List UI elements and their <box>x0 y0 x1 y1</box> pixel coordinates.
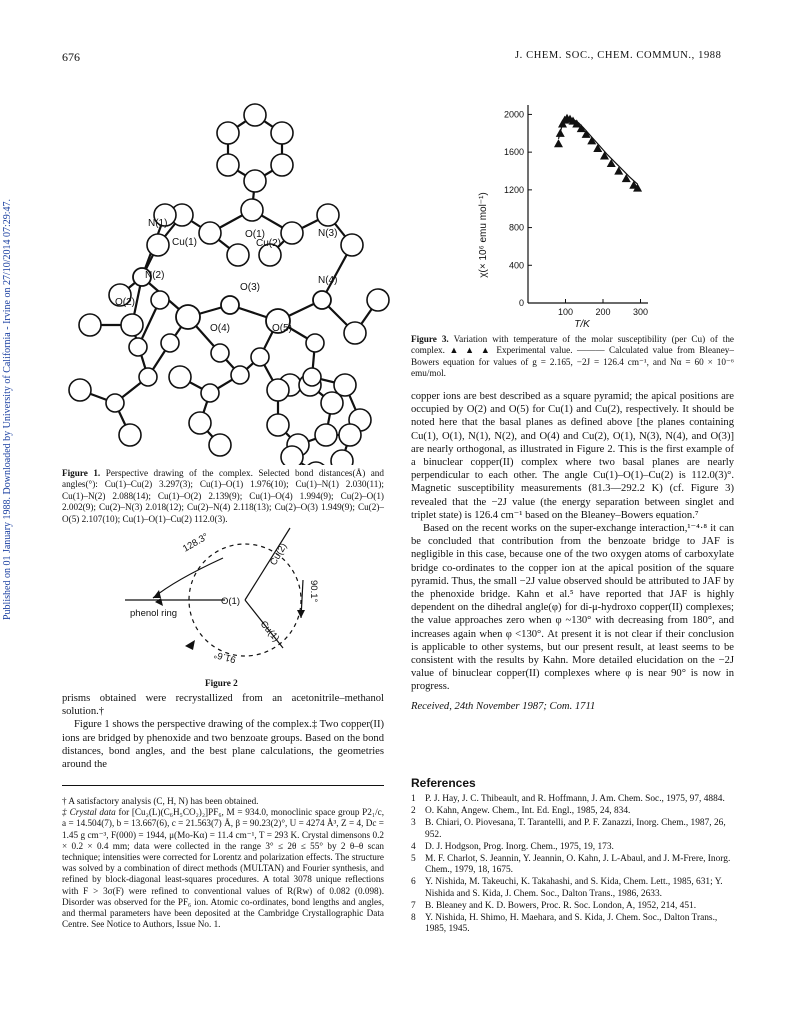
figure3-x-tick-label: 100 <box>557 307 574 317</box>
fig1-label: Cu(2) <box>256 238 282 249</box>
fig1-label: N(3) <box>318 228 338 239</box>
figure3-data-point <box>614 167 623 175</box>
reference-item <box>411 818 734 840</box>
fig1-label: N(1) <box>148 218 168 229</box>
figure3-caption-text: Variation with temperature of the molar susceptibility (per Cu) of the complex. ▲ ▲ ▲ Experimental value. ——— Calculated value from Bleaney–Bowers equation for values of g = 2.165, −2J = 126.4 cm⁻¹, and Nα = 60 × 10⁻⁶ emu/mol. <box>411 334 734 379</box>
download-note <box>2 0 22 1036</box>
figure2-diagram <box>115 520 345 670</box>
figure3-data-point <box>622 174 631 182</box>
received-date: Received, 24th November 1987; Com. 1711 <box>411 700 596 712</box>
figure3-data-point <box>607 159 616 167</box>
left-paragraph-1: prisms obtained were recrystallized from an acetonitrile–methanol solution.† <box>62 693 384 718</box>
fig2-angle-top: 128.3° <box>181 531 211 555</box>
figure3-y-tick-label: 0 <box>518 298 524 308</box>
reference-text: D. J. Hodgson, Prog. Inorg. Chem., 1975, 19, 173. <box>425 841 614 852</box>
reference-item <box>411 901 734 912</box>
reference-number: 4 <box>411 841 416 852</box>
figure1-caption-label: Figure 1. <box>62 468 101 478</box>
figure3-experimental-points <box>554 114 642 192</box>
download-note-text: Published on 01 January 1988. Downloaded by University of California - Irvine on 27/10/2014 07:29:47. <box>2 198 13 620</box>
footnote-crystal-label: ‡ Crystal data <box>62 807 116 818</box>
reference-text: B. Bleaney and K. D. Bowers, Proc. R. Soc. London, A, 1952, 214, 451. <box>425 900 697 911</box>
fig2-phenol: phenol ring <box>130 608 178 619</box>
left-paragraph-2: Figure 1 shows the perspective drawing of the complex.‡ Two copper(II) ions are bridged by phenoxide and two benzoate groups. Based on the bond distances, bond angles, and the best plane calculations, the geometries around the <box>62 719 384 771</box>
figure3-x-label: T/K <box>574 319 590 330</box>
figure1-molecule-drawing <box>60 85 420 465</box>
figure3-x-tick-label: 200 <box>595 307 611 317</box>
reference-number: 5 <box>411 854 416 865</box>
figure3-data-point <box>556 129 565 137</box>
right-paragraph-2: Based on the recent works on the super-exchange interaction,¹⁻⁴·⁸ it can be concluded that contribution from the benzoate bridge to JAF is negligible in this case, because one of the two oxygen atoms of carboxylate bridge co-ordinates to the copper ion at the apical position of the square pyramid. Thus, the small −2J value observed should be attributed to JAF by the phenoxide bridge. Kahn et al.⁵ have reported that JAF is highly dependent on the dihedral angle(φ) for di-μ-hydroxo copper(II) complexes; the value approaches zero when φ ~130° with decreasing from 180°, and increases again when φ <130°. At present it is not clear if their conclusion is applicable to other systems, but our present result, at least seems to be consistent with the results by Kahn. More detailed elucidation on the −2J value of binuclear copper(II) complexes where φ is near 90° is now in progress. <box>411 523 734 693</box>
fig2-angle-bottom: 91.6° <box>212 648 238 665</box>
figure2-caption: Figure 2 <box>205 678 238 688</box>
fig2-cu1: Cu(1) <box>257 618 282 645</box>
figure1-caption-text: Perspective drawing of the complex. Selected bond distances(Å) and angles(°): Cu(1)–Cu(2) 3.297(3); Cu(1)–O(1) 1.976(10); Cu(1)–N(1) 2.030(11); Cu(1)–N(2) 2.088(14); Cu(1)–O(2) 2.139(9); Cu(1)–O(4) 1.994(9); Cu(2)–O(1) 2.002(9); Cu(2)–N(3) 2.018(12); Cu(2)–N(4) 2.118(13); Cu(2)–O(3) 1.949(9); Cu(2)–O(5) 2.107(10); Cu(1)–O(1)–Cu(2) 112.0(3). <box>62 468 384 524</box>
fig1-label: N(2) <box>145 270 165 281</box>
references-list <box>411 794 734 936</box>
reference-item <box>411 877 734 899</box>
reference-item <box>411 842 734 853</box>
footnote-crystal-data: for [Cu₂(L)(C₆H₅CO₂)₂]PF₆, M = 934.0, monoclinic space group P2₁/c, a = 14.504(7), b = 13.667(6), c = 21.563(7) Å, β = 90.23(2)°, U = 4274 Å³, Z = 4, Dc = 1.45 g cm⁻³, F(000) = 1944, μ(Mo-Kα) = 11.4 cm⁻¹, T = 293 K. Crystal dimensons 0.2 × 0.2 × 0.4 mm; data were collected in the range 3° ≤ 2θ ≤ 55° by 2 θ–θ scan technique; intensities were corrected for Lorentz and polarization effects. The structure was solved by a combination of direct methods (MULTAN) and Fourier synthesis, and refined by block-diagonal least-squares procedures. A total 3078 unique reflections with F > 3σ(F) were refined to conventional values of R(Rw) of 0.082 (0.098). Disorder was observed for the PF₆ ion. Atomic co-ordinates, bond lengths and angles, and thermal parameters have been deposited at the Cambridge Crystallographic Data Centre. See Notice to Authors, Issue No. 1. <box>62 807 384 930</box>
journal-header: J. CHEM. SOC., CHEM. COMMUN., 1988 <box>515 50 722 61</box>
reference-number: 1 <box>411 794 416 804</box>
reference-text: B. Chiari, O. Piovesana, T. Tarantelli, and P. F. Zanazzi, Inorg. Chem., 1987, 26, 952. <box>425 818 726 840</box>
figure3-y-tick-label: 800 <box>508 222 524 233</box>
figure3-x-ticks <box>558 299 648 317</box>
figure3-caption-label: Figure 3. <box>411 334 449 344</box>
figure3-chart <box>470 95 670 330</box>
fig1-label: Cu(1) <box>172 237 198 248</box>
right-paragraph-1: copper ions are best described as a square pyramid; the apical positions are occupied by O(2) and O(5) for Cu(1) and Cu(2), respectively. It should be noted here that the basal planes as defined above [the planes containing Cu(1), O(1), N(1), N(2), and O(4) and Cu(2), O(1), N(3), N(4), and O(3)] are nearly orthogonal, as illustrated in Figure 2. This is the first example of a binuclear copper(II) complex where two basal planes are nearly perpendicular to each other. The angle Cu(1)–O(1)–Cu(2) is 112.0(3)°. Magnetic susceptibility measurements (81.3—292.2 K) (cf. Figure 3) revealed that the −2J value (the energy separation between singlet and triplet state) is 126.4 cm⁻¹ based on the Bleaney–Bowers equation.⁷ <box>411 391 734 521</box>
reference-item <box>411 794 734 805</box>
reference-text: P. J. Hay, J. C. Thibeault, and R. Hoffmann, J. Am. Chem. Soc., 1975, 97, 4884. <box>425 794 725 804</box>
figure3-y-tick-label: 400 <box>508 260 524 271</box>
reference-number: 7 <box>411 900 416 911</box>
left-body-text <box>62 692 384 771</box>
figure3-y-label: χ(× 10⁶ emu mol⁻¹) <box>478 192 489 278</box>
fig1-label: N(4) <box>318 275 338 286</box>
reference-item <box>411 854 734 876</box>
figure1-caption <box>62 468 384 525</box>
reference-text: Y. Nishida, H. Shimo, H. Maehara, and S. Kida, J. Chem. Soc., Dalton Trans., 1985, 1945. <box>425 913 718 935</box>
figure3-x-tick-label: 300 <box>632 307 649 317</box>
fig2-o1: O(1) <box>221 596 240 607</box>
figure3-caption <box>411 334 734 380</box>
reference-number: 3 <box>411 818 416 829</box>
reference-number: 8 <box>411 913 416 924</box>
fig1-label: O(4) <box>210 323 230 334</box>
reference-number: 2 <box>411 806 416 817</box>
reference-text: M. F. Charlot, S. Jeannin, Y. Jeannin, O. Kahn, J. L-Abaul, and J. M-Frere, Inorg. Chem., 1979, 18, 1675. <box>425 854 731 876</box>
references-title: References <box>411 776 476 790</box>
reference-item <box>411 913 734 935</box>
footnotes <box>62 796 384 930</box>
right-body-text <box>411 390 734 713</box>
footnote-analysis: † A satisfactory analysis (C, H, N) has been obtained. <box>62 796 259 806</box>
fig1-label: O(2) <box>115 297 135 308</box>
reference-number: 6 <box>411 877 416 888</box>
figure3-y-tick-label: 1200 <box>503 184 524 195</box>
fig2-cu2: Cu(2) <box>268 541 290 568</box>
footnote-divider <box>62 785 384 786</box>
figure3-data-point <box>554 139 563 147</box>
reference-item <box>411 806 734 817</box>
page-number: 676 <box>62 50 80 64</box>
figure3-y-tick-label: 1600 <box>503 147 524 158</box>
fig1-label: O(3) <box>240 282 260 293</box>
fig1-label: O(1) <box>245 229 265 240</box>
figure3-y-tick-label: 2000 <box>503 109 524 120</box>
fig1-label: O(5) <box>272 323 292 334</box>
reference-text: O. Kahn, Angew. Chem., Int. Ed. Engl., 1985, 24, 834. <box>425 806 631 817</box>
reference-text: Y. Nishida, M. Takeuchi, K. Takahashi, and S. Kida, Chem. Lett., 1985, 631; Y. Nishida and S. Kida, J. Chem. Soc., Dalton Trans., 1986, 2633. <box>425 877 723 899</box>
fig2-angle-right: 90.1° <box>308 580 319 603</box>
